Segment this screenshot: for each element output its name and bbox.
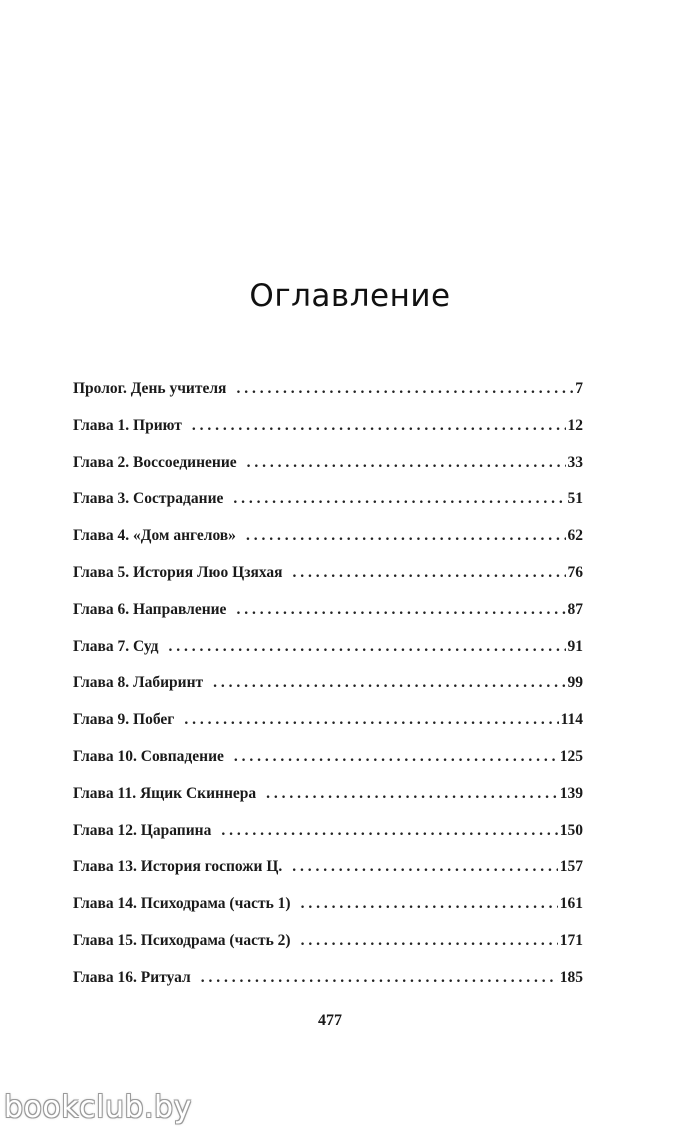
toc-leader-dots <box>301 893 558 915</box>
toc-entry <box>73 525 583 562</box>
toc-entry <box>73 415 583 452</box>
toc-entry-page: 87 <box>567 600 583 618</box>
toc-entry <box>73 746 583 783</box>
page-number: 477 <box>318 1012 342 1029</box>
toc-entry-title: Глава 5. История Люо Цзяхая <box>73 563 283 581</box>
toc-entry <box>73 488 583 525</box>
toc-leader-dots <box>247 452 566 474</box>
toc-leader-dots <box>293 562 566 584</box>
toc-entry-page: 150 <box>559 821 583 839</box>
toc-entry <box>73 783 583 820</box>
toc-entry-title: Пролог. День учителя <box>73 380 227 397</box>
toc-leader-dots <box>192 415 566 437</box>
toc-entry-page: 51 <box>567 490 583 508</box>
toc-entry-title: Глава 3. Сострадание <box>73 490 224 508</box>
toc-entry-title: Глава 7. Суд <box>73 637 159 655</box>
toc-entry <box>73 820 583 857</box>
toc-entry-title: Глава 9. Побег <box>73 711 175 729</box>
toc-entry-title: Глава 11. Ящик Скиннера <box>73 784 257 802</box>
page-title: Оглавление <box>249 278 451 314</box>
toc-leader-dots <box>184 709 558 731</box>
toc-entry-page: 157 <box>559 858 583 876</box>
toc-entry <box>73 709 583 746</box>
toc-entry-title: Глава 12. Царапина <box>73 821 212 839</box>
toc-entry-title: Глава 13. История госпожи Ц. <box>73 858 283 876</box>
toc-entry-title: Глава 6. Направление <box>73 600 227 618</box>
toc-entry <box>73 452 583 489</box>
toc-leader-dots <box>266 783 558 805</box>
toc-entry-page: 171 <box>559 931 583 949</box>
toc-entry-title: Глава 4. «Дом ангелов» <box>73 527 236 545</box>
toc-entry <box>73 856 583 893</box>
site-watermark: bookclub.by <box>4 1090 192 1125</box>
toc-entry <box>73 636 583 673</box>
toc-entry-page: 125 <box>559 747 583 765</box>
toc-entry-page: 185 <box>559 968 583 986</box>
toc-entry-title: Глава 1. Приют <box>73 416 182 434</box>
toc-entry-title: Глава 10. Совпадение <box>73 747 224 765</box>
toc-leader-dots <box>236 599 565 621</box>
toc-entry-page: 91 <box>567 637 583 655</box>
toc-entry-page: 12 <box>567 416 583 434</box>
toc-entry-page: 161 <box>559 895 583 913</box>
toc-leader-dots <box>292 856 557 878</box>
toc-entry-title: Глава 15. Психодрама (часть 2) <box>73 931 291 949</box>
toc-entry-title: Глава 14. Психодрама (часть 1) <box>73 895 291 913</box>
toc-leader-dots <box>213 672 565 694</box>
toc-leader-dots <box>233 488 565 510</box>
toc-entry-page: 99 <box>567 674 583 692</box>
toc-entry-title: Глава 8. Лабиринт <box>73 674 204 692</box>
table-of-contents <box>73 378 583 1004</box>
toc-leader-dots <box>234 746 558 768</box>
toc-entry-title: Глава 16. Ритуал <box>73 968 191 986</box>
toc-entry <box>73 893 583 930</box>
toc-entry-page: 33 <box>567 453 583 471</box>
toc-entry <box>73 378 583 415</box>
toc-leader-dots <box>201 967 558 989</box>
toc-entry-title: Глава 2. Воссоединение <box>73 453 237 471</box>
toc-entry <box>73 967 583 1004</box>
toc-leader-dots <box>301 930 558 952</box>
toc-entry-page: 114 <box>560 711 583 729</box>
toc-entry <box>73 599 583 636</box>
toc-leader-dots <box>236 378 573 400</box>
toc-entry-page: 139 <box>559 784 583 802</box>
toc-entry <box>73 562 583 599</box>
toc-leader-dots <box>168 636 565 658</box>
toc-entry-page: 76 <box>567 563 583 581</box>
toc-entry-page: 7 <box>575 380 583 397</box>
toc-leader-dots <box>221 820 557 842</box>
toc-entry <box>73 930 583 967</box>
toc-entry <box>73 672 583 709</box>
toc-leader-dots <box>246 525 566 547</box>
toc-entry-page: 62 <box>567 527 583 545</box>
